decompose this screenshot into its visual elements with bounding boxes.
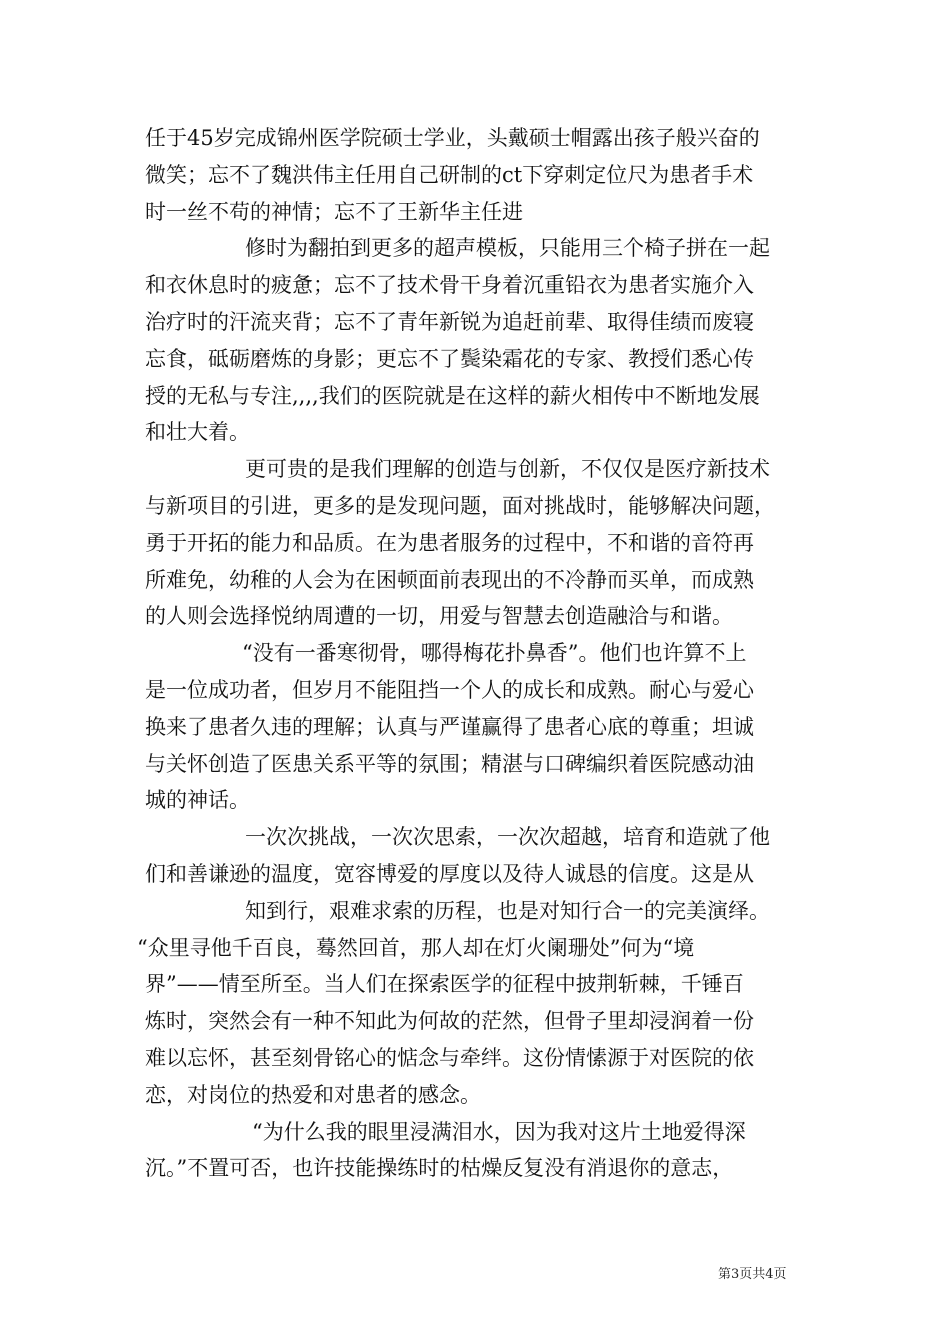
text-line: 与新项目的引进，更多的是发现问题，面对挑战时，能够解决问题，	[145, 494, 775, 518]
text-line: “没有一番寒彻骨，哪得梅花扑鼻香”。他们也许算不上	[242, 641, 747, 665]
text-line: 们和善谦逊的温度，宽容博爱的厚度以及待人诚恳的信度。这是从	[145, 862, 754, 886]
text-line: 时一丝不苟的神情；忘不了王新华主任进	[145, 200, 523, 224]
text-line: 忘食，砥砺磨炼的身影；更忘不了鬓染霜花的专家、教授们悉心传	[145, 347, 754, 371]
text-line: 恋，对岗位的热爱和对患者的感念。	[145, 1083, 481, 1107]
text-line: 与关怀创造了医患关系平等的氛围；精湛与口碑编织着医院感动油	[145, 752, 754, 776]
text-line: 的人则会选择悦纳周遭的一切，用爱与智慧去创造融洽与和谐。	[145, 604, 733, 628]
text-line: 炼时，突然会有一种不知此为何故的茫然，但骨子里却浸润着一份	[145, 1009, 754, 1033]
text-line: 是一位成功者，但岁月不能阻挡一个人的成长和成熟。耐心与爱心	[145, 678, 754, 702]
text-line: 城的神话。	[145, 788, 250, 812]
text-line: 任于45岁完成锦州医学院硕士学业，头戴硕士帽露出孩子般兴奋的	[145, 126, 760, 150]
text-line: 难以忘怀，甚至刻骨铭心的惦念与牵绊。这份情愫源于对医院的依	[145, 1046, 754, 1070]
text-line: “为什么我的眼里浸满泪水，因为我对这片土地爱得深	[252, 1120, 746, 1144]
text-line: 修时为翻拍到更多的超声模板，只能用三个椅子拼在一起	[245, 236, 770, 260]
text-line: 勇于开拓的能力和品质。在为患者服务的过程中，不和谐的音符再	[145, 531, 754, 555]
text-line: 和壮大着。	[145, 420, 250, 444]
text-line: 界”——情至所至。当人们在探索医学的征程中披荆斩棘，千锤百	[145, 972, 744, 996]
text-line: “众里寻他千百良，蓦然回首，那人却在灯火阑珊处”何为“境	[137, 936, 695, 960]
text-line: 微笑；忘不了魏洪伟主任用自己研制的ct下穿刺定位尺为患者手术	[145, 163, 754, 187]
text-line: 授的无私与专注,,,,我们的医院就是在这样的薪火相传中不断地发展	[145, 384, 760, 408]
page-number-footer: 第3页共4页	[718, 1267, 787, 1282]
text-line: 知到行，艰难求索的历程，也是对知行合一的完美演绎。	[245, 899, 770, 923]
text-line: 治疗时的汗流夹背；忘不了青年新锐为追赶前辈、取得佳绩而废寝	[145, 310, 754, 334]
text-line: 更可贵的是我们理解的创造与创新，不仅仅是医疗新技术	[245, 457, 770, 481]
text-line: 所难免，幼稚的人会为在困顿面前表现出的不冷静而买单，而成熟	[145, 568, 754, 592]
text-line: 沉。”不置可否，也许技能操练时的枯燥反复没有消退你的意志，	[145, 1156, 734, 1180]
text-line: 一次次挑战，一次次思索，一次次超越，培育和造就了他	[245, 825, 770, 849]
text-line: 和衣休息时的疲惫；忘不了技术骨干身着沉重铅衣为患者实施介入	[145, 273, 754, 297]
text-line: 换来了患者久违的理解；认真与严谨赢得了患者心底的尊重；坦诚	[145, 715, 754, 739]
